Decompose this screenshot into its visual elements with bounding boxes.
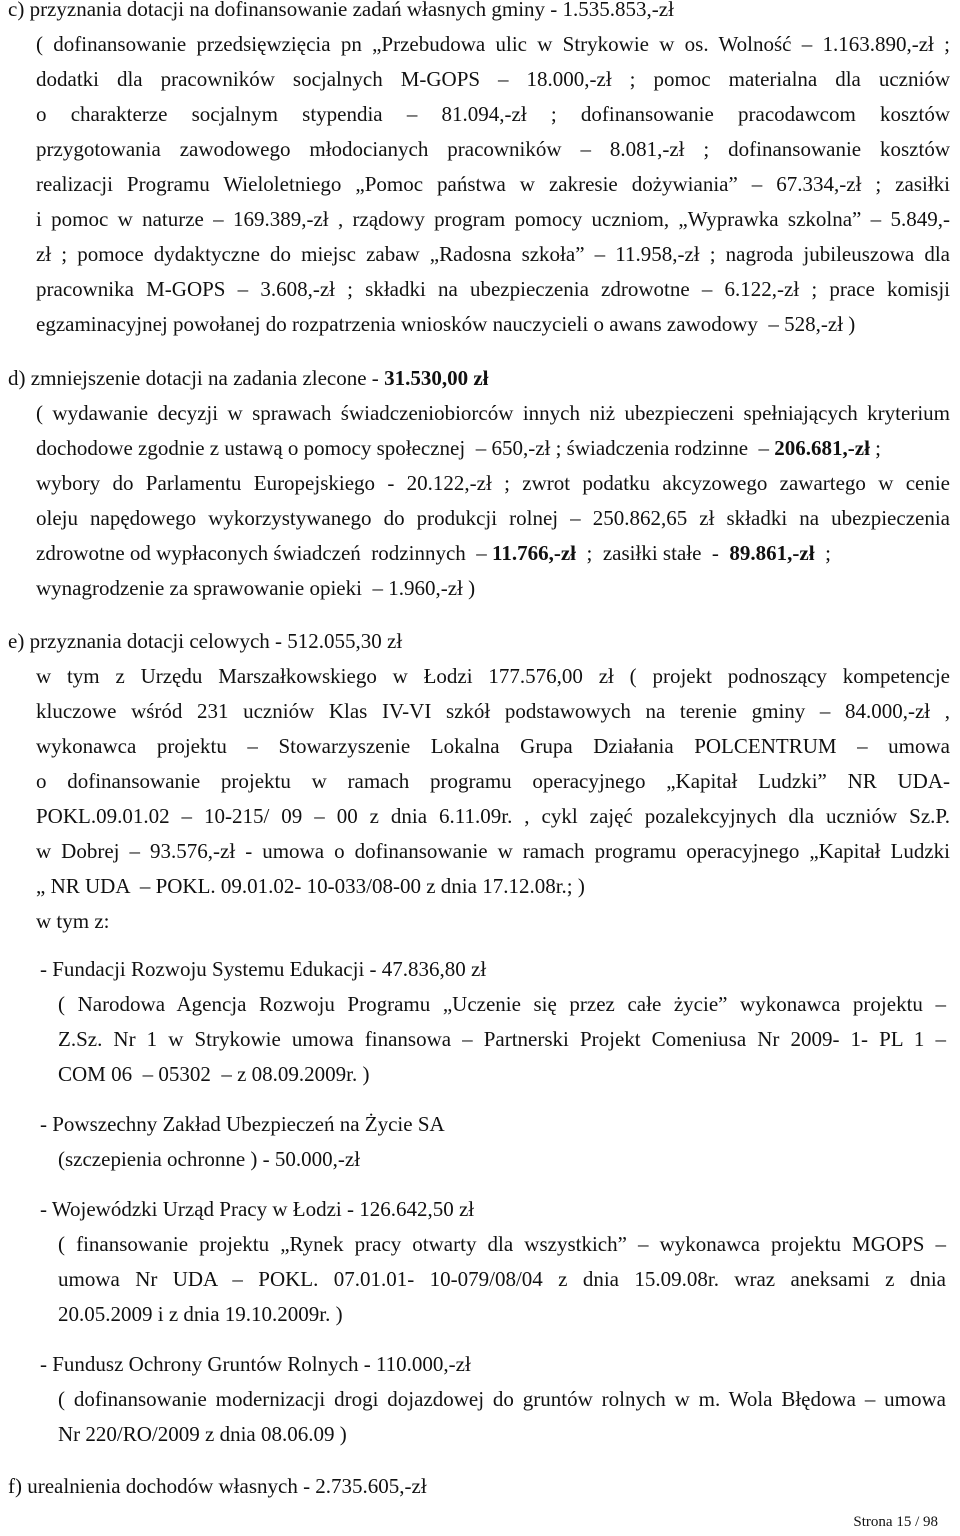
page-number: Strona 15 / 98 <box>853 1514 938 1530</box>
section-d-text: zdrowotne od wypłaconych świadczeń rodzinnych – <box>36 541 493 565</box>
section-c-line: o charakterze socjalnym stypendia – 81.094,-zł ; dofinansowanie pracodawcom kosztów <box>36 102 950 126</box>
subitem-line: ( dofinansowanie modernizacji drogi dojazdowej do gruntów rolnych w m. Wola Błędowa – umowa <box>58 1387 946 1411</box>
subitem-line: umowa Nr UDA – POKL. 07.01.01- 10-079/08/04 z dnia 15.09.08r. wraz aneksami z dnia <box>58 1267 946 1291</box>
section-d-text: ; zasiłki stałe - <box>576 541 730 565</box>
section-d-bold-amount: 11.766,-zł <box>492 541 577 565</box>
subitem-line: (szczepienia ochronne ) - 50.000,-zł <box>58 1147 361 1171</box>
section-e-line: POKL.09.01.02 – 10-215/ 09 – 00 z dnia 6.11.09r. , cykl zajęć pozalekcyjnych dla uczniów Sz.P. <box>36 804 950 828</box>
section-c-line: przygotowania zawodowego młodocianych pracowników – 8.081,-zł ; dofinansowanie kosztów <box>36 137 950 161</box>
subitem-heading: - Wojewódzki Urząd Pracy w Łodzi - 126.642,50 zł <box>40 1197 475 1221</box>
section-f-heading: f) urealnienia dochodów własnych - 2.735.605,-zł <box>8 1474 427 1498</box>
section-e-line: w tym z Urzędu Marszałkowskiego w Łodzi 177.576,00 zł ( projekt podnoszący kompetencje <box>36 664 950 688</box>
subitem-line: 20.05.2009 i z dnia 19.10.2009r. ) <box>58 1302 343 1326</box>
section-d-heading <box>8 365 488 391</box>
section-d-text: ; <box>814 541 831 565</box>
section-e-line: w Dobrej – 93.576,-zł - umowa o dofinansowanie w ramach programu operacyjnego „Kapitał Ludzki <box>36 839 950 863</box>
subitem-heading: - Fundusz Ochrony Gruntów Rolnych - 110.000,-zł <box>40 1352 471 1376</box>
section-e-line: wykonawca projektu – Stowarzyszenie Lokalna Grupa Działania POLCENTRUM – umowa <box>36 734 950 758</box>
subitem-line: ( finansowanie projektu „Rynek pracy otwarty dla wszystkich” – wykonawca projektu MGOPS – <box>58 1232 946 1256</box>
section-d-line: wynagrodzenie za sprawowanie opieki – 1.960,-zł ) <box>36 576 476 600</box>
section-d-text: dochodowe zgodnie z ustawą o pomocy społecznej – 650,-zł ; świadczenia rodzinne – <box>36 436 775 460</box>
subitem-heading: - Fundacji Rozwoju Systemu Edukacji - 47.836,80 zł <box>40 957 487 981</box>
subitem-line: Nr 220/RO/2009 z dnia 08.06.09 ) <box>58 1422 347 1446</box>
section-d-line: ( wydawanie decyzji w sprawach świadczeniobiorców innych niż ubezpieczeni spełniających kryterium <box>36 401 950 425</box>
section-c-line: i pomoc w naturze – 169.389,-zł , rządowy program pomocy uczniom, „Wyprawka szkolna” – 5.849,- <box>36 207 950 231</box>
section-d-line <box>36 435 950 461</box>
subitem-line: COM 06 – 05302 – z 08.09.2009r. ) <box>58 1062 370 1086</box>
section-c-line: realizacji Programu Wieloletniego „Pomoc państwa w zakresie dożywiania” – 67.334,-zł ; zasiłki <box>36 172 950 196</box>
section-c-line: zł ; pomoce dydaktyczne do miejsc zabaw „Radosna szkoła” – 11.958,-zł ; nagroda jubileuszowa dla <box>36 242 950 266</box>
section-d-line: wybory do Parlamentu Europejskiego - 20.122,-zł ; zwrot podatku akcyzowego zawartego w cenie <box>36 471 950 495</box>
section-d-line: oleju napędowego wykorzystywanego do produkcji rolnej – 250.862,65 zł składki na ubezpieczenia <box>36 506 950 530</box>
section-c-heading: c) przyznania dotacji na dofinansowanie zadań własnych gminy - 1.535.853,-zł <box>8 0 674 21</box>
subitem-heading: - Powszechny Zakład Ubezpieczeń na Życie SA <box>40 1112 445 1136</box>
section-c-line: pracownika M-GOPS – 3.608,-zł ; składki na ubezpieczenia zdrowotne – 6.122,-zł ; prace komisji <box>36 277 950 301</box>
subitem-line: ( Narodowa Agencja Rozwoju Programu „Uczenie się przez całe życie” wykonawca projektu – <box>58 992 946 1016</box>
section-d-text: ; <box>869 436 882 460</box>
section-d-bold-amount: 89.861,-zł <box>729 541 815 565</box>
section-e-line: „ NR UDA – POKL. 09.01.02- 10-033/08-00 z dnia 17.12.08r.; ) <box>36 874 585 898</box>
section-c-line: egzaminacyjnej powołanej do rozpatrzenia wniosków nauczycieli o awans zawodowy – 528,-zł ) <box>36 312 856 336</box>
section-e-heading: e) przyznania dotacji celowych - 512.055,30 zł <box>8 629 403 653</box>
section-d-heading-text: d) zmniejszenie dotacji na zadania zlecone - <box>8 366 385 390</box>
section-c-line: dodatki dla pracowników socjalnych M-GOPS – 18.000,-zł ; pomoc materialna dla uczniów <box>36 67 950 91</box>
section-e-line: o dofinansowanie projektu w ramach programu operacyjnego „Kapitał Ludzki” NR UDA- <box>36 769 950 793</box>
section-d-bold-amount: 206.681,-zł <box>774 436 870 460</box>
subitem-line: Z.Sz. Nr 1 w Strykowie umowa finansowa – Partnerski Projekt Comeniusa Nr 2009- 1- PL 1 – <box>58 1027 946 1051</box>
section-c-line: ( dofinansowanie przedsięwzięcia pn „Przebudowa ulic w Strykowie w os. Wolność – 1.163.890,-zł ; <box>36 32 950 56</box>
section-e-line: w tym z: <box>36 909 110 933</box>
section-d-amount: 31.530,00 zł <box>384 366 489 390</box>
section-d-line <box>36 540 831 566</box>
section-e-line: kluczowe wśród 231 uczniów Klas IV-VI szkół podstawowych na terenie gminy – 84.000,-zł , <box>36 699 950 723</box>
